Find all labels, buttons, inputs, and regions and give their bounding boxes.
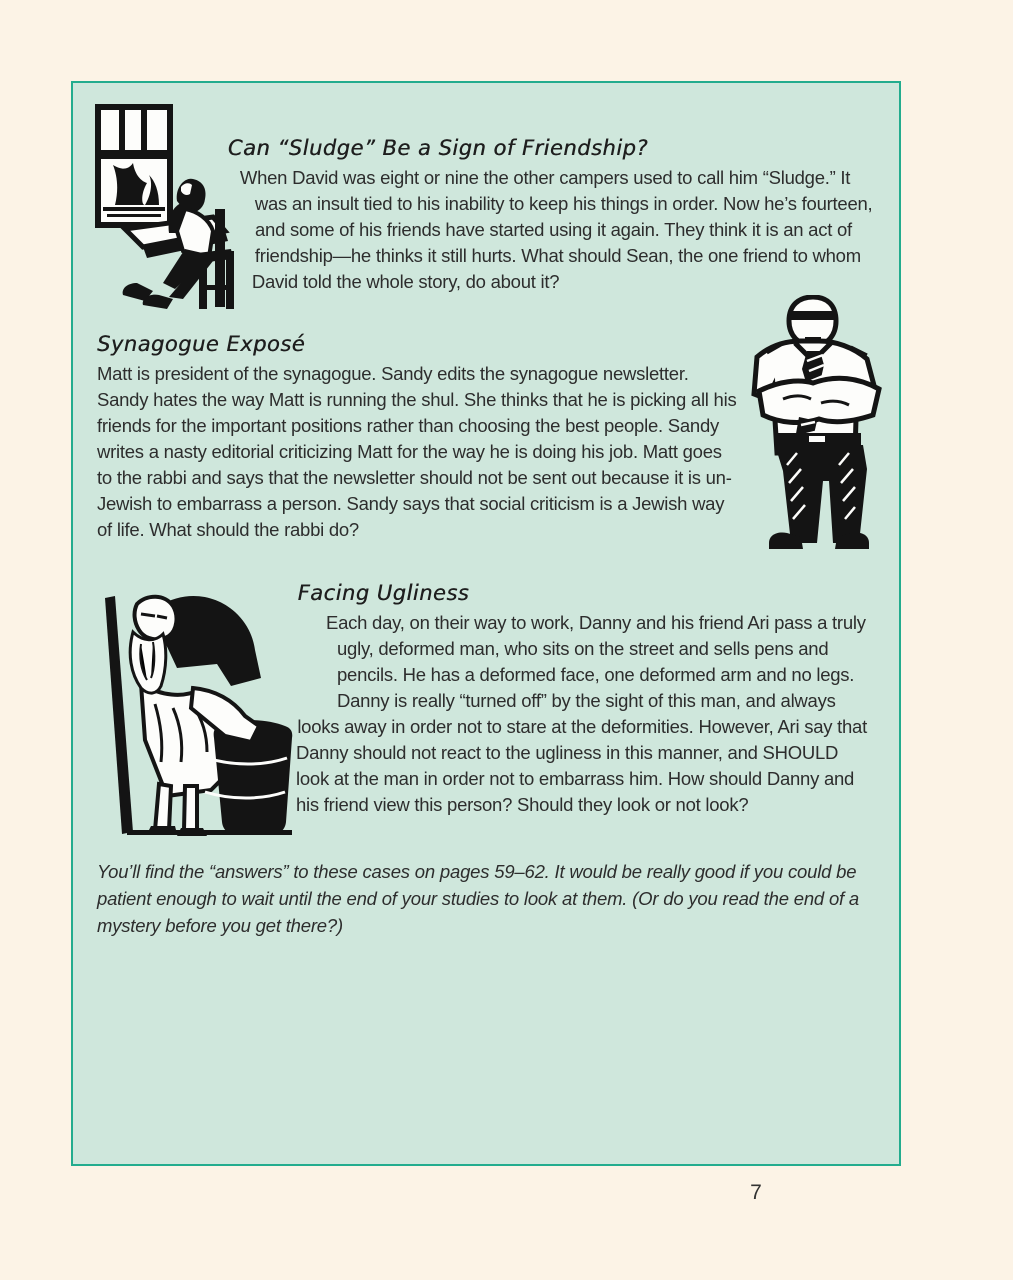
case-body-ugliness: Each day, on their way to work, Danny and his friend Ari pass a truly ugly, deformed man, who sits on the street and sells pens and pencils. He has a deformed face, one deformed arm and no legs. Danny is really “turned off” by the sight of this man, and always looks away in order not to stare at the deformities. However, Ari say that Danny should not react to the ugliness in this manner, and SHOULD look at the man in order not to embarrass him. How should Danny and his friend view this person? Should they look or not look? xyxy=(296,612,867,815)
case-heading-ugliness: Facing Ugliness xyxy=(297,581,470,605)
woodcut-man-crossed-arms xyxy=(747,295,892,559)
case-section-synagogue xyxy=(97,295,875,543)
case-section-ugliness xyxy=(97,543,875,818)
case-body-sludge: When David was eight or nine the other campers used to call him “Sludge.” It was an insult tied to his inability to keep his things in order. Now he’s fourteen, and some of his friends have started using it again. They think it is an act of friendship—he thinks it still hurts. What should Sean, the one friend to whom David told the whole story, do about it? xyxy=(239,167,873,292)
case-heading-sludge: Can “Sludge” Be a Sign of Friendship? xyxy=(227,136,649,160)
case-section-sludge xyxy=(97,101,875,295)
case-body-synagogue: Matt is president of the synagogue. Sandy edits the synagogue newsletter. Sandy hates the way Matt is running the shul. She thinks that he is picking all his friends for the important positions rather than choosing the best people. Sandy writes a nasty editorial criticizing Matt for the way he is doing his job. Matt goes to the rabbi and says that the newsletter should not be sent out because it is un-Jewish to embarrass a person. Sandy says that social criticism is a Jewish way of life. What should the rabbi do? xyxy=(97,363,737,540)
page-number: 7 xyxy=(750,1181,762,1204)
man-crossed-arms-illustration xyxy=(747,295,892,559)
woodcut-old-man-staff-barrel xyxy=(97,588,297,840)
answers-note: You’ll find the “answers” to these cases on pages 59–62. It would be really good if you could be patient enough to wait until the end of your studies to look at them. (Or do you read the end of a mystery before you get there?) xyxy=(97,861,860,936)
content-panel xyxy=(71,81,901,1166)
case-heading-synagogue: Synagogue Exposé xyxy=(97,332,306,356)
